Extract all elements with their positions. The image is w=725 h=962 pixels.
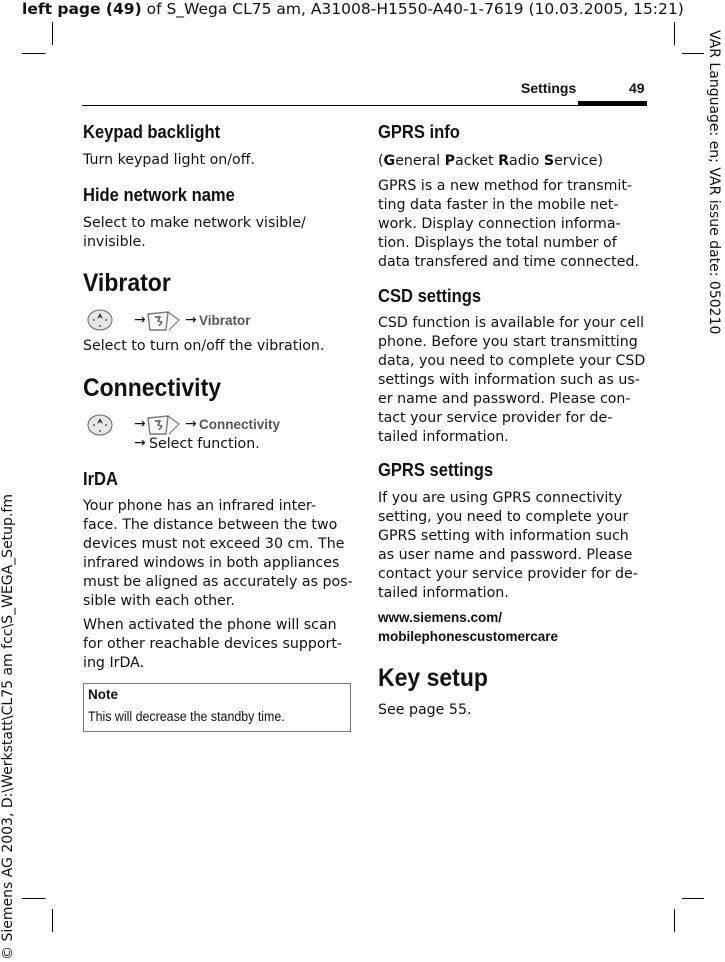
- csd-settings-heading: CSD settings: [378, 286, 482, 306]
- note-text: This will decrease the standby time.: [88, 709, 285, 724]
- crop-mark: [674, 909, 675, 932]
- navigation-key-icon: [86, 308, 114, 332]
- nav-arrow-icon: →: [185, 416, 197, 432]
- gprs-settings-text: If you are using GPRS connectivity setting, you need to complete your GPRS setting with information such as user name and password. Please contact your service provider for de- tailed information.: [378, 490, 638, 601]
- csd-settings-text: CSD function is available for your cell phone. Before you start transmitting data, you need to complete your CSD settings with information such as us- er name and password. Please con- tact your service provider for de- tailed information.: [378, 315, 646, 445]
- crop-mark: [674, 22, 675, 45]
- note-box: [83, 683, 351, 732]
- irda-para-1: Your phone has an infrared inter- face. The distance between the two devices must not exceed 30 cm. The infrared windows in both appliances must be aligned as accurately as pos- sible with each other.: [83, 498, 353, 609]
- connectivity-select-text: Select function.: [149, 436, 260, 452]
- gprs-info-text: GPRS is a new method for transmit- ting data faster in the mobile net- work. Display connection informa- tion. Displays the total number of data transfered and time connected.: [378, 178, 639, 270]
- note-title: Note: [88, 687, 118, 702]
- print-header: left page (49) of S_Wega CL75 am, A31008-H1550-A40-1-7619 (10.03.2005, 15:21): [22, 0, 684, 18]
- header-rule: [82, 105, 647, 106]
- nav-arrow-icon: →: [134, 435, 146, 451]
- key-setup-text: See page 55.: [378, 702, 472, 718]
- irda-heading: IrDA: [83, 469, 118, 489]
- crop-mark: [682, 898, 704, 899]
- vibrator-nav-label: Vibrator: [199, 313, 251, 328]
- keypad-backlight-text: Turn keypad light on/off.: [83, 152, 256, 168]
- vibrator-heading: Vibrator: [83, 269, 171, 297]
- connectivity-heading: Connectivity: [83, 374, 222, 402]
- crop-mark: [22, 898, 45, 899]
- gprs-expansion: (General Packet Radio Service): [378, 153, 604, 169]
- side-text-left: © Siemens AG 2003, D:\Werkstatt\CL75 am fcc\S_WEGA_Setup.fm: [0, 494, 16, 960]
- gprs-info-heading: GPRS info: [378, 122, 460, 142]
- settings-menu-icon: [146, 414, 182, 436]
- side-text-right: VAR Language: en; VAR issue date: 050210: [706, 30, 722, 335]
- connectivity-nav-label: Connectivity: [199, 417, 281, 432]
- vibrator-text: Select to turn on/off the vibration.: [83, 338, 325, 354]
- gprs-settings-heading: GPRS settings: [378, 460, 494, 480]
- irda-para-2: When activated the phone will scan for other reachable devices support- ing IrDA.: [83, 617, 343, 671]
- key-setup-heading: Key setup: [378, 664, 488, 692]
- nav-arrow-icon: →: [134, 312, 146, 328]
- crop-mark: [52, 22, 53, 45]
- navigation-key-icon: [86, 413, 114, 437]
- settings-menu-icon: [146, 310, 182, 332]
- nav-arrow-icon: →: [185, 312, 197, 328]
- hide-network-heading: Hide network name: [83, 185, 235, 205]
- running-head-section: Settings: [521, 80, 577, 96]
- crop-mark: [682, 53, 704, 54]
- crop-mark: [22, 53, 45, 54]
- crop-mark: [52, 909, 53, 932]
- support-url[interactable]: www.siemens.com/ mobilephonescustomercare: [378, 610, 559, 644]
- hide-network-text: Select to make network visible/ invisible.: [83, 215, 306, 250]
- nav-arrow-icon: →: [134, 416, 146, 432]
- page-number: 49: [629, 80, 645, 96]
- header-rule-accent: [578, 101, 647, 105]
- keypad-backlight-heading: Keypad backlight: [83, 122, 221, 142]
